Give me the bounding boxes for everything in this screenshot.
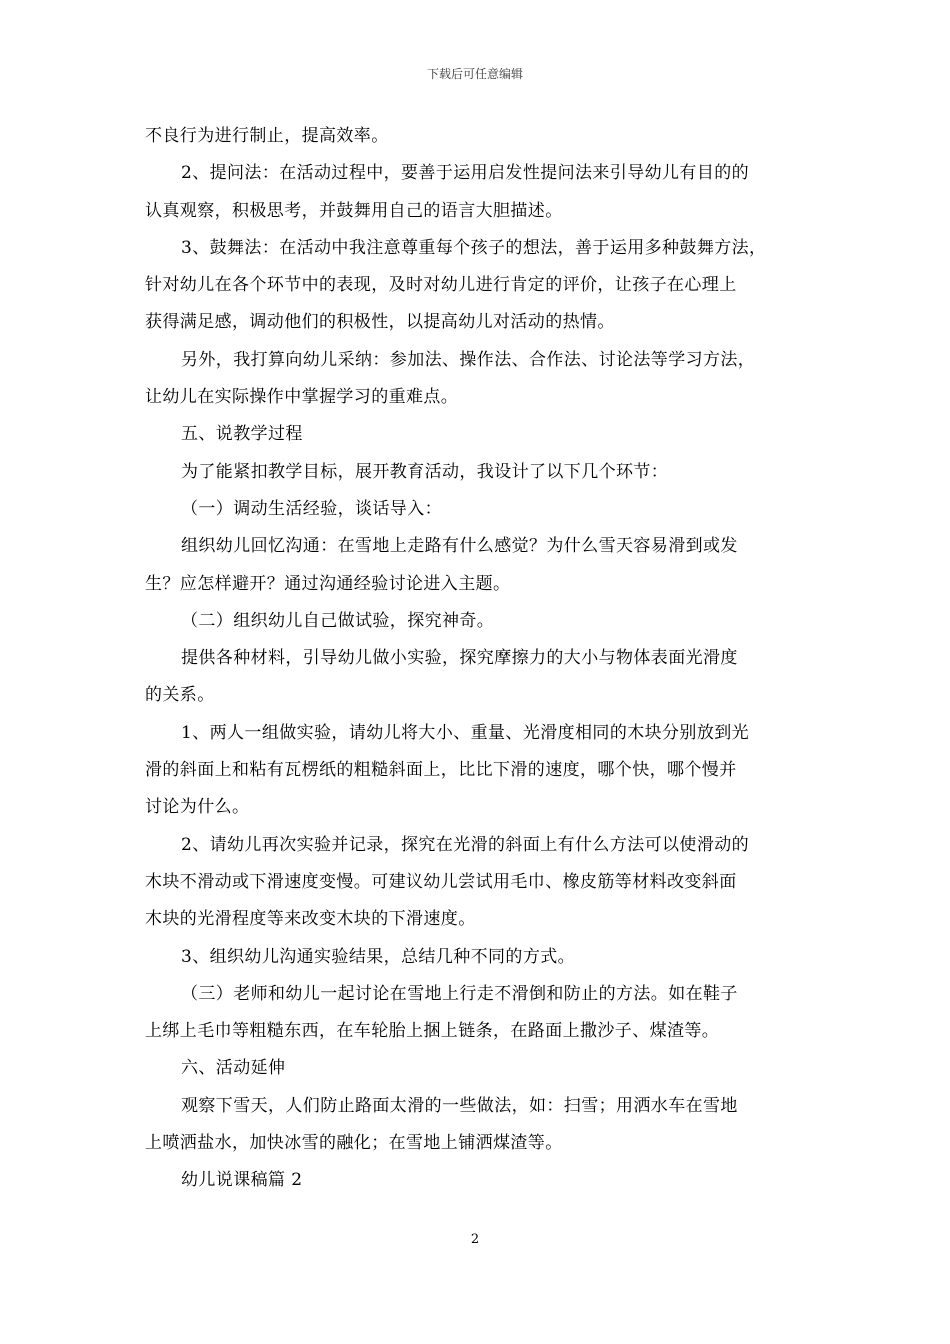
text-line: 的关系。 [145, 685, 215, 706]
text-line: 木块的光滑程度等来改变木块的下滑速度。 [145, 909, 476, 930]
text-line: 不良行为进行制止，提高效率。 [145, 126, 389, 146]
text-line: 提供各种材料，引导幼儿做小实验，探究摩擦力的大小与物体表面光滑度 [181, 648, 738, 669]
text-line: 六、活动延伸 [181, 1058, 286, 1079]
text-line: 上绑上毛巾等粗糙东西，在车轮胎上捆上链条，在路面上撒沙子、煤渣等。 [145, 1021, 720, 1042]
text-line: 为了能紧扣教学目标，展开教育活动，我设计了以下几个环节： [181, 461, 669, 482]
text-line: （三）老师和幼儿一起讨论在雪地上行走不滑倒和防止的方法。如在鞋子 [181, 983, 738, 1004]
text-line: 生？应怎样避开？通过沟通经验讨论进入主题。 [145, 573, 511, 594]
text-line: 讨论为什么。 [145, 797, 250, 818]
text-line: 五、说教学过程 [181, 424, 303, 445]
text-line: （一）调动生活经验，谈话导入： [181, 498, 442, 519]
text-line: 上喷洒盐水，加快冰雪的融化；在雪地上铺洒煤渣等。 [145, 1133, 563, 1154]
text-line: 木块不滑动或下滑速度变慢。可建议幼儿尝试用毛巾、橡皮筋等材料改变斜面 [145, 871, 737, 892]
text-line: 另外，我打算向幼儿采纳：参加法、操作法、合作法、讨论法等学习方法， [181, 349, 756, 370]
text-line: 认真观察，积极思考，并鼓舞用自己的语言大胆描述。 [145, 200, 563, 221]
text-line: 1、两人一组做实验，请幼儿将大小、重量、光滑度相同的木块分别放到光 [181, 722, 750, 743]
page-number: 2 [470, 1232, 480, 1247]
text-line: 组织幼儿回忆沟通：在雪地上走路有什么感觉？为什么雪天容易滑到或发 [181, 536, 738, 557]
text-line: 获得满足感，调动他们的积极性，以提高幼儿对活动的热情。 [145, 312, 615, 333]
text-line: 2、请幼儿再次实验并记录，探究在光滑的斜面上有什么方法可以使滑动的 [181, 834, 750, 855]
text-line: 3、鼓舞法：在活动中我注意尊重每个孩子的想法，善于运用多种鼓舞方法， [181, 237, 767, 258]
text-line: 2、提问法：在活动过程中，要善于运用启发性提问法来引导幼儿有目的的 [181, 163, 750, 184]
text-line: 幼儿说课稿篇 2 [181, 1170, 303, 1191]
text-line: 让幼儿在实际操作中掌握学习的重难点。 [145, 387, 459, 408]
document-body [145, 118, 820, 1200]
text-line: 3、组织幼儿沟通实验结果，总结几种不同的方式。 [181, 946, 576, 967]
text-line: 针对幼儿在各个环节中的表现，及时对幼儿进行肯定的评价，让孩子在心理上 [145, 275, 737, 296]
text-line: 滑的斜面上和粘有瓦楞纸的粗糙斜面上，比比下滑的速度，哪个快，哪个慢并 [145, 760, 737, 781]
text-line: 观察下雪天，人们防止路面太滑的一些做法，如：扫雪；用洒水车在雪地 [181, 1095, 738, 1116]
page-header: 下载后可任意编辑 [426, 67, 523, 81]
text-line: （二）组织幼儿自己做试验，探究神奇。 [181, 610, 495, 631]
